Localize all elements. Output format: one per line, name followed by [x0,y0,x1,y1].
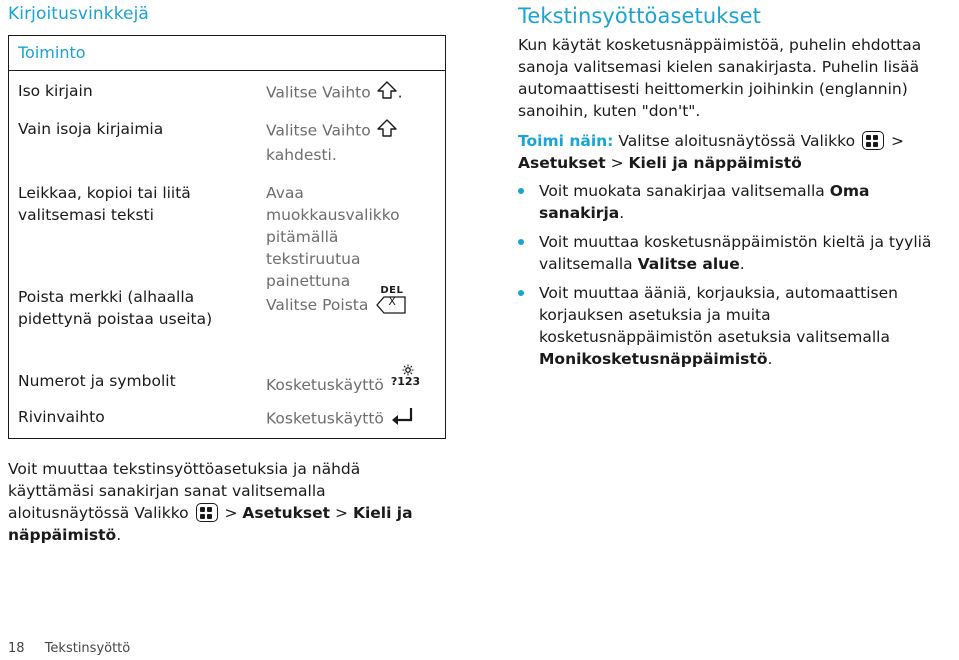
row-action-newline: Rivinvaihto [18,408,105,426]
row-action-delete: Poista merkki (alhaalla pidettynä poistaa useita) [18,288,213,328]
row-how-text: Kosketuskäyttö [266,409,384,428]
bullet-dot [518,239,524,245]
bullet-text: Voit muuttaa kosketusnäppäimistön kieltä ja tyyliä valitsemalla [539,233,932,273]
find-it-text: Valitse aloitusnäytössä Valikko [618,132,856,150]
bullet-text: Voit muokata sanakirjaa valitsemalla [539,182,830,200]
bottom-note-period: . [116,526,122,544]
path-separator: > [224,504,238,522]
row-how-text-2: kahdesti. [266,146,337,164]
enter-key-icon [389,406,415,432]
symbols-key-icon: ?123 [389,370,421,394]
path-settings: Asetukset [518,154,606,172]
page-number: 18 [8,641,25,656]
bottom-note-text: Voit muuttaa tekstinsyöttöasetuksia ja nähdä käyttämäsi sanakirjan sanat valitsemalla aloitusnäytössä Valikko [8,460,361,522]
row-how-symbols [266,370,441,396]
bullet-bold: Monikosketusnäppäimistö [539,350,768,368]
bullet-bold: Oma sanakirja [539,182,870,222]
bullet-item [518,180,948,224]
settings-title: Tekstinsyöttöasetukset [518,4,761,28]
bullet-period: . [767,350,773,368]
menu-key-icon [862,131,884,150]
path-language-keyboard: Kieli ja näppäimistö [628,154,802,172]
menu-key-icon [196,503,218,522]
tips-table [8,35,446,439]
row-action-symbols: Numerot ja symbolit [18,372,176,390]
bullet-item [518,282,948,370]
tips-title: Kirjoitusvinkkejä [8,4,149,24]
row-how-newline [266,406,441,432]
row-action-capital: Iso kirjain [18,82,93,100]
path-separator: > [890,132,904,150]
bullet-dot [518,290,524,296]
row-how-text: Valitse Poista [266,296,369,314]
shift-icon [376,118,398,144]
bullet-text: Voit muuttaa ääniä, korjauksia, automaattisen korjauksen asetuksia ja muita kosketusnäppäimistön asetuksia valitsemalla [539,284,898,346]
row-how-period: . [397,83,403,102]
row-action-cut-copy: Leikkaa, kopioi tai liitä valitsemasi teksti [18,184,191,224]
row-how-caps-lock [266,118,441,166]
row-action-caps-lock: Vain isoja kirjaimia [18,120,164,138]
settings-intro: Kun käytät kosketusnäppäimistöä, puhelin ehdottaa sanoja valitsemasi kielen sanakirjasta. Puhelin lisää automaattisesti heittomerkin joihinkin (englannin) sanoihin, kuten "don't". [518,36,922,120]
bullet-period: . [619,204,625,222]
bullet-period: . [739,255,745,273]
delete-key-icon: DEL X [373,286,409,316]
path-settings: Asetukset [242,504,331,522]
find-it-label: Toimi näin: [518,132,614,150]
row-how-text: Valitse Vaihto [266,121,371,140]
bullet-bold: Valitse alue [637,255,740,273]
footer-section: Tekstinsyöttö [44,641,131,656]
page-footer [8,641,130,656]
path-language-keyboard: Kieli ja näppäimistö [8,504,413,544]
shift-icon [376,80,398,106]
row-how-text: Kosketuskäyttö [266,376,384,394]
bullet-dot [518,188,524,194]
row-how-text: Valitse Vaihto [266,83,371,102]
bottom-note [8,458,438,546]
row-how-capital [266,80,441,106]
row-how-delete [266,286,441,316]
path-separator: > [335,504,348,522]
path-separator: > [610,154,624,172]
find-it-line [518,130,948,174]
row-how-cut-copy: Avaa muokkausvalikko pitämällä tekstiruutua painettuna [266,184,400,290]
bullet-item [518,231,948,275]
table-header-divider [9,70,445,71]
table-header: Toiminto [18,43,86,62]
